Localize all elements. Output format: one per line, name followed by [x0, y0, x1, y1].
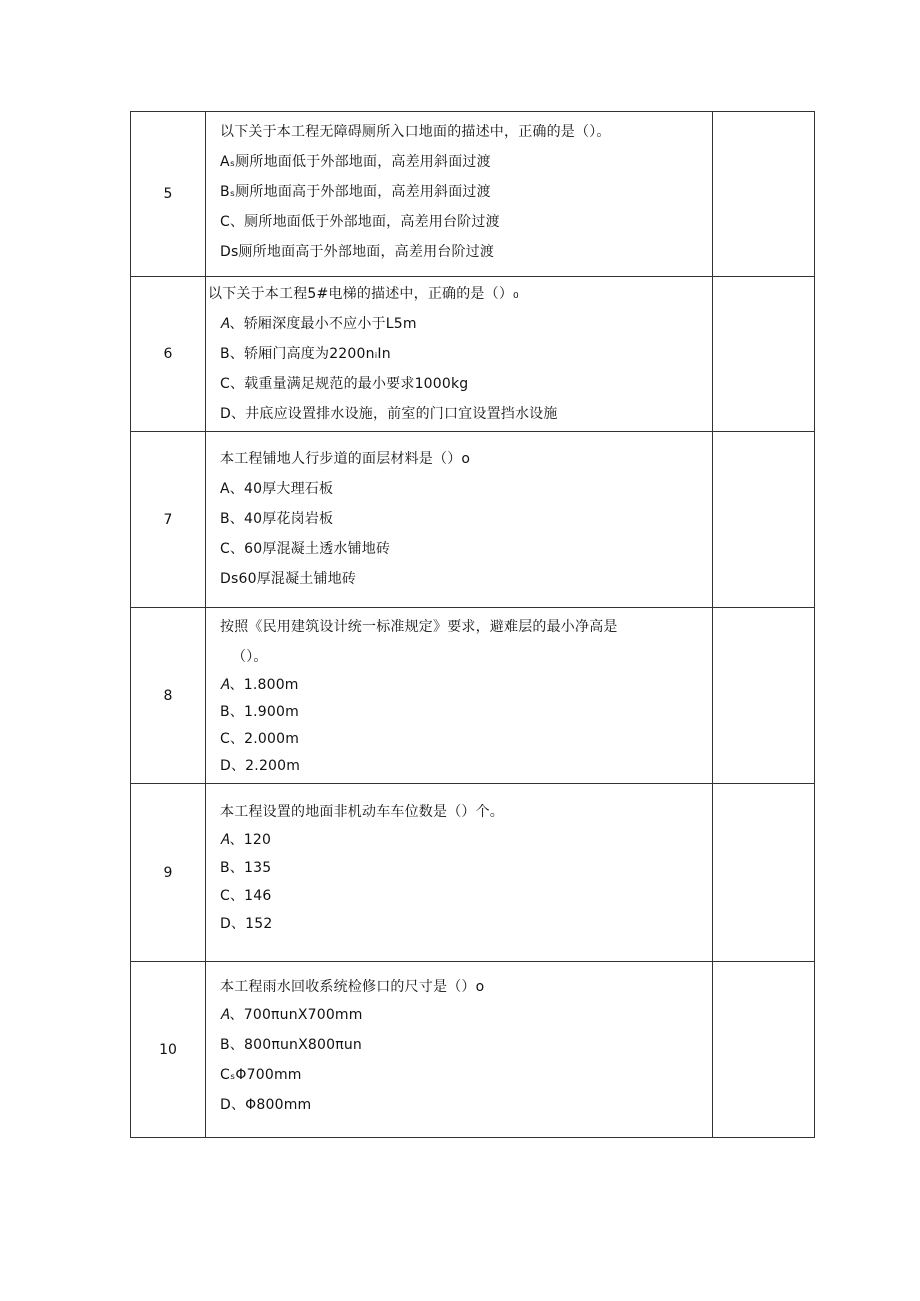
option-c: C、载重量满足规范的最小要求1000kg: [220, 376, 469, 392]
option-d: D、Φ800mm: [220, 1097, 312, 1113]
question-number: 10: [131, 962, 206, 1138]
option-b: Bₛ厕所地面高于外部地面，高差用斜面过渡: [220, 184, 491, 200]
option-b: B、40厚花岗岩板: [220, 511, 334, 527]
question-table: [130, 111, 815, 1138]
option-a: 𝐴、120: [220, 832, 272, 848]
question-row-10: [131, 962, 815, 1138]
question-content: [206, 277, 713, 432]
question-row-8: [131, 608, 815, 784]
option-d: Ds厕所地面高于外部地面，高差用台阶过渡: [220, 244, 495, 260]
option-c: C、厕所地面低于外部地面，高差用台阶过渡: [220, 214, 500, 230]
answer-cell: [713, 962, 815, 1138]
question-row-7: [131, 432, 815, 608]
question-stem: 本工程设置的地面非机动车车位数是（）个。: [220, 804, 504, 820]
question-content: [206, 112, 713, 277]
question-content: [206, 784, 713, 962]
answer-cell: [713, 784, 815, 962]
answer-cell: [713, 608, 815, 784]
question-number: 6: [131, 277, 206, 432]
option-d: Ds60厚混凝土铺地砖: [220, 571, 357, 587]
question-content: [206, 608, 713, 784]
question-row-9: [131, 784, 815, 962]
option-c: C、60厚混凝土透水铺地砖: [220, 541, 391, 557]
question-number: 5: [131, 112, 206, 277]
question-content: [206, 432, 713, 608]
question-stem: 以下关于本工程无障碍厕所入口地面的描述中，正确的是（）。: [220, 124, 611, 140]
option-a: A、40厚大理石板: [220, 481, 334, 497]
option-d: D、井底应设置排水设施，前室的门口宜设置挡水设施: [220, 406, 558, 422]
question-number: 7: [131, 432, 206, 608]
question-stem: 以下关于本工程5#电梯的描述中，正确的是（）₀: [208, 286, 519, 302]
option-a: 𝐴、轿厢深度最小不应小于L5m: [220, 316, 417, 332]
option-a: Aₛ厕所地面低于外部地面，高差用斜面过渡: [220, 154, 491, 170]
option-a: 𝐴、1.800m: [220, 677, 299, 693]
option-d: D、152: [220, 916, 273, 932]
option-c: C、146: [220, 888, 272, 904]
answer-cell: [713, 112, 815, 277]
option-d: D、2.200m: [220, 758, 301, 774]
answer-cell: [713, 277, 815, 432]
question-stem: 本工程雨水回收系统检修口的尺寸是（）o: [220, 979, 485, 995]
question-stem: 按照《民用建筑设计统一标准规定》要求，避难层的最小净高是: [220, 619, 618, 635]
option-a: 𝐴、700πunX700mm: [220, 1007, 363, 1023]
question-number: 8: [131, 608, 206, 784]
option-b: B、135: [220, 860, 272, 876]
question-number: 9: [131, 784, 206, 962]
option-c: C、2.000m: [220, 731, 300, 747]
option-b: B、800πunX800πun: [220, 1037, 362, 1053]
question-row-5: [131, 112, 815, 277]
question-row-6: [131, 277, 815, 432]
option-b: B、1.900m: [220, 704, 299, 720]
answer-cell: [713, 432, 815, 608]
option-b: B、轿厢门高度为2200nᵢIn: [220, 346, 391, 362]
question-stem: 本工程铺地人行步道的面层材料是（）o: [220, 451, 471, 467]
question-content: [206, 962, 713, 1138]
question-stem-continuation: （）。: [232, 649, 268, 665]
option-c: CₛΦ700mm: [220, 1067, 302, 1083]
